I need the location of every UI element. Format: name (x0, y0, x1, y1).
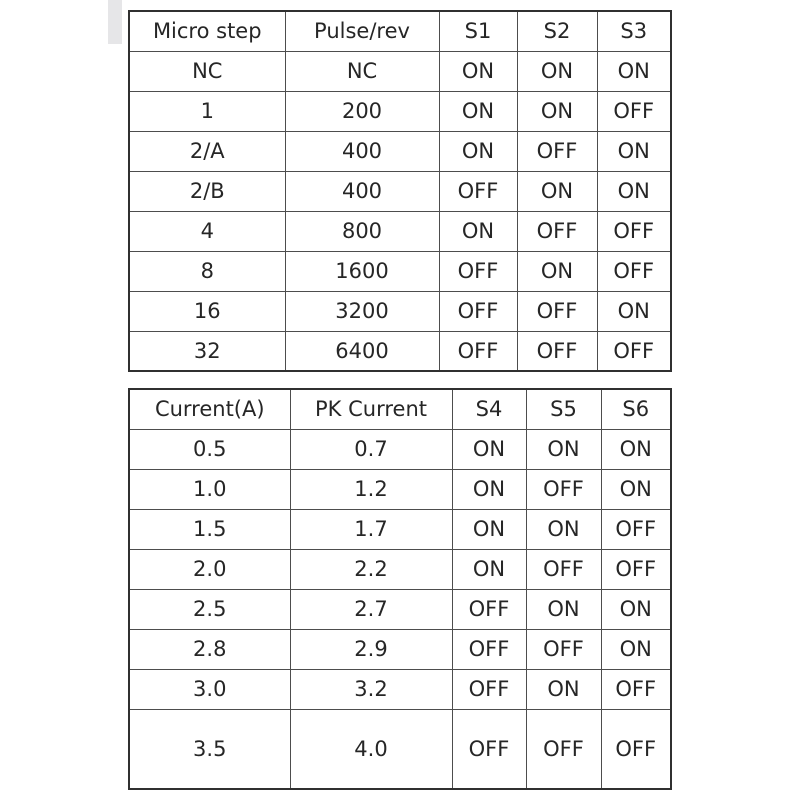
table-cell: ON (452, 429, 526, 469)
table-cell: ON (517, 171, 597, 211)
table-cell: NC (129, 51, 285, 91)
table-row (129, 291, 671, 331)
table-cell: 2.9 (290, 629, 452, 669)
table-cell: OFF (601, 549, 671, 589)
table-cell: 2.5 (129, 589, 290, 629)
table-row (129, 589, 671, 629)
table-header-row (129, 389, 671, 429)
table-cell: 2.8 (129, 629, 290, 669)
table-row (129, 629, 671, 669)
table-cell: ON (517, 91, 597, 131)
table-cell: ON (526, 589, 601, 629)
header-s3: S3 (597, 11, 671, 51)
microstep-dip-table (128, 10, 672, 372)
table-cell: OFF (452, 669, 526, 709)
table-cell: OFF (517, 291, 597, 331)
table-cell: ON (601, 589, 671, 629)
table-row (129, 429, 671, 469)
table-cell: ON (597, 171, 671, 211)
table-cell: 2/A (129, 131, 285, 171)
header-pk-current: PK Current (290, 389, 452, 429)
table-cell: ON (601, 429, 671, 469)
table-cell: 3.5 (129, 709, 290, 789)
header-s1: S1 (439, 11, 517, 51)
table-cell: 400 (285, 131, 439, 171)
table-cell: 3.0 (129, 669, 290, 709)
table-cell: ON (526, 509, 601, 549)
table-cell: OFF (597, 331, 671, 371)
table-cell: OFF (452, 589, 526, 629)
table-header-row (129, 11, 671, 51)
table-cell: ON (452, 549, 526, 589)
table-cell: OFF (526, 469, 601, 509)
header-current-a: Current(A) (129, 389, 290, 429)
table-cell: ON (601, 469, 671, 509)
table-row (129, 331, 671, 371)
table-cell: 800 (285, 211, 439, 251)
table-row (129, 251, 671, 291)
table-cell: 1.2 (290, 469, 452, 509)
table-cell: 200 (285, 91, 439, 131)
table-cell: 2.7 (290, 589, 452, 629)
table-cell: ON (439, 91, 517, 131)
table-cell: 4 (129, 211, 285, 251)
table-row (129, 469, 671, 509)
table-cell: NC (285, 51, 439, 91)
table-cell: OFF (526, 549, 601, 589)
table-cell: OFF (526, 709, 601, 789)
table-cell: OFF (439, 291, 517, 331)
table-cell: OFF (601, 709, 671, 789)
table-cell: OFF (601, 669, 671, 709)
table-cell: 1.0 (129, 469, 290, 509)
table-cell: ON (526, 669, 601, 709)
table-cell: ON (452, 509, 526, 549)
table-cell: OFF (452, 709, 526, 789)
table-row (129, 709, 671, 789)
header-s5: S5 (526, 389, 601, 429)
table-cell: 4.0 (290, 709, 452, 789)
table-cell: 400 (285, 171, 439, 211)
table-row (129, 211, 671, 251)
table-cell: OFF (439, 251, 517, 291)
table-cell: 1600 (285, 251, 439, 291)
table-cell: OFF (601, 509, 671, 549)
table-cell: OFF (517, 211, 597, 251)
table-cell: ON (597, 291, 671, 331)
header-pulse-rev: Pulse/rev (285, 11, 439, 51)
table-row (129, 91, 671, 131)
table-cell: ON (439, 131, 517, 171)
table-cell: 32 (129, 331, 285, 371)
table-cell: ON (517, 51, 597, 91)
table-cell: 1.5 (129, 509, 290, 549)
table-cell: ON (526, 429, 601, 469)
table-cell: 1 (129, 91, 285, 131)
table-cell: 3200 (285, 291, 439, 331)
table-cell: OFF (597, 91, 671, 131)
table-cell: OFF (452, 629, 526, 669)
current-dip-table (128, 388, 672, 790)
table-cell: ON (439, 51, 517, 91)
table-cell: 2.2 (290, 549, 452, 589)
table-cell: 6400 (285, 331, 439, 371)
table-cell: OFF (517, 131, 597, 171)
table-cell: ON (601, 629, 671, 669)
header-s2: S2 (517, 11, 597, 51)
table-cell: OFF (526, 629, 601, 669)
table-cell: ON (439, 211, 517, 251)
table-cell: 3.2 (290, 669, 452, 709)
table-cell: 2.0 (129, 549, 290, 589)
scan-artifact-strip (108, 0, 122, 44)
table-cell: ON (452, 469, 526, 509)
table-row (129, 549, 671, 589)
table-cell: ON (597, 131, 671, 171)
table-row (129, 131, 671, 171)
table-cell: ON (517, 251, 597, 291)
table-cell: 16 (129, 291, 285, 331)
header-s6: S6 (601, 389, 671, 429)
table-cell: OFF (597, 211, 671, 251)
table-cell: OFF (597, 251, 671, 291)
table-cell: ON (597, 51, 671, 91)
header-s4: S4 (452, 389, 526, 429)
table-row (129, 171, 671, 211)
header-micro-step: Micro step (129, 11, 285, 51)
table-cell: 2/B (129, 171, 285, 211)
table-row (129, 509, 671, 549)
table-cell: OFF (439, 171, 517, 211)
table-cell: OFF (439, 331, 517, 371)
table-cell: 0.7 (290, 429, 452, 469)
table-row (129, 669, 671, 709)
table-cell: 1.7 (290, 509, 452, 549)
table-cell: 0.5 (129, 429, 290, 469)
table-cell: OFF (517, 331, 597, 371)
table-cell: 8 (129, 251, 285, 291)
table-row (129, 51, 671, 91)
